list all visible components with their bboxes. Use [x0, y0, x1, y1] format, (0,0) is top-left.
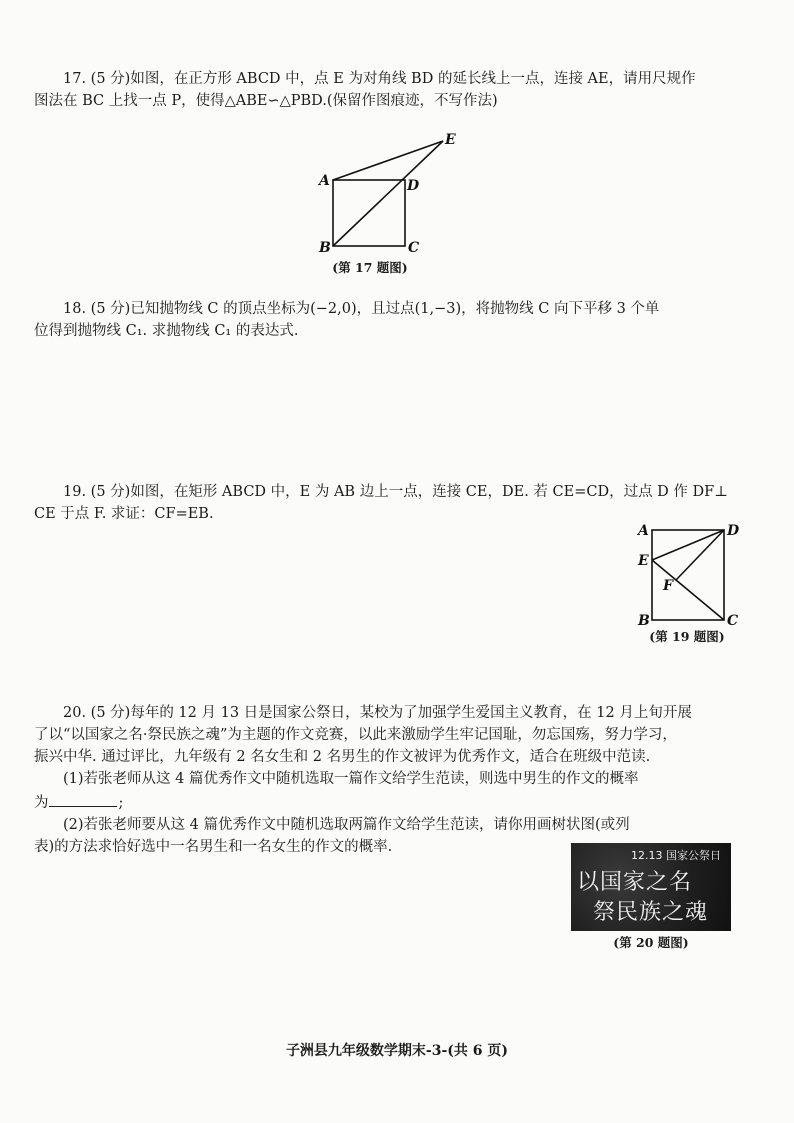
q20-sub1-prefix: 为 [34, 795, 49, 811]
q20-answer-blank[interactable] [49, 790, 117, 807]
question-17 [34, 68, 758, 112]
page-footer: 子洲县九年级数学期末-3-(共 6 页) [285, 1043, 509, 1059]
q20-sub1-line1: (1)若张老师从这 4 篇优秀作文中随机选取一篇作文给学生范读，则选中男生的作文的概率 [63, 771, 639, 787]
q20-sub1-line2 [34, 790, 758, 814]
q19-label-F: F [663, 578, 673, 594]
q19-rect-ABCD [652, 530, 724, 620]
q19-line-ED [652, 530, 724, 560]
q19-label-B: B [638, 613, 650, 629]
q20-para-line2: 了以“以国家之名·祭民族之魂”为主题的作文竞赛，以此来激励学生牢记国耻，勿忘国殇，努力学习， [34, 727, 677, 743]
q17-label-D: D [407, 178, 420, 194]
q17-label-E: E [445, 132, 456, 148]
q19-line-DF [676, 530, 724, 580]
q20-sub1-suffix: ; [118, 795, 124, 811]
q17-label-A: A [319, 173, 330, 189]
q20-poster-image [571, 843, 731, 931]
q19-figure [634, 518, 744, 630]
q20-sub2-line1: (2)若张老师要从这 4 篇优秀作文中随机选取两篇作文给学生范读，请你用画树状图(或列 [63, 817, 630, 833]
q19-label-E: E [638, 553, 649, 569]
q17-label-B: B [319, 240, 331, 256]
q20-sub2-line2: 表)的方法求恰好选中一名男生和一名女生的作文的概率. [34, 839, 393, 855]
q19-text-line1: 19. (5 分)如图，在矩形 ABCD 中，E 为 AB 边上一点，连接 CE，DE. 若 CE=CD，过点 D 作 DF⊥ [63, 484, 728, 500]
q20-caption: (第 20 题图) [613, 935, 689, 950]
q20-para-line1: 20. (5 分)每年的 12 月 13 日是国家公祭日，某校为了加强学生爱国主义教育，在 12 月上旬开展 [63, 705, 692, 721]
q17-caption: (第 17 题图) [332, 260, 408, 275]
poster-date: 12.13 国家公祭日 [631, 849, 721, 862]
q17-text-line1: 17. (5 分)如图，在正方形 ABCD 中，点 E 为对角线 BD 的延长线上一点，连接 AE，请用尺规作 [63, 71, 696, 87]
q18-text-line2: 位得到抛物线 C₁. 求抛物线 C₁ 的表达式. [34, 323, 299, 339]
q17-label-C: C [408, 240, 420, 256]
q17-line-BE [333, 141, 443, 246]
q19-text-line2: CE 于点 F. 求证：CF=EB. [34, 506, 214, 522]
poster-line1: 以国家之名 [577, 870, 693, 895]
question-18 [34, 298, 758, 342]
q19-label-A: A [638, 523, 649, 539]
q19-label-D: D [727, 523, 740, 539]
q20-para-line3: 振兴中华. 通过评比，九年级有 2 名女生和 2 名男生的作文被评为优秀作文，适合在班级中范读. [34, 749, 651, 765]
q19-label-C: C [727, 613, 739, 629]
q17-line-AE [333, 141, 443, 180]
q19-caption: (第 19 题图) [649, 629, 725, 644]
q17-figure [300, 126, 480, 260]
q17-text-line2: 图法在 BC 上找一点 P，使得△ABE∽△PBD.(保留作图痕迹，不写作法) [34, 93, 498, 109]
poster-line2: 祭民族之魂 [593, 900, 709, 925]
q18-text-line1: 18. (5 分)已知抛物线 C 的顶点坐标为(−2,0)，且过点(1,−3)，将抛物线 C 向下平移 3 个单 [63, 301, 660, 317]
question-20 [34, 702, 758, 858]
